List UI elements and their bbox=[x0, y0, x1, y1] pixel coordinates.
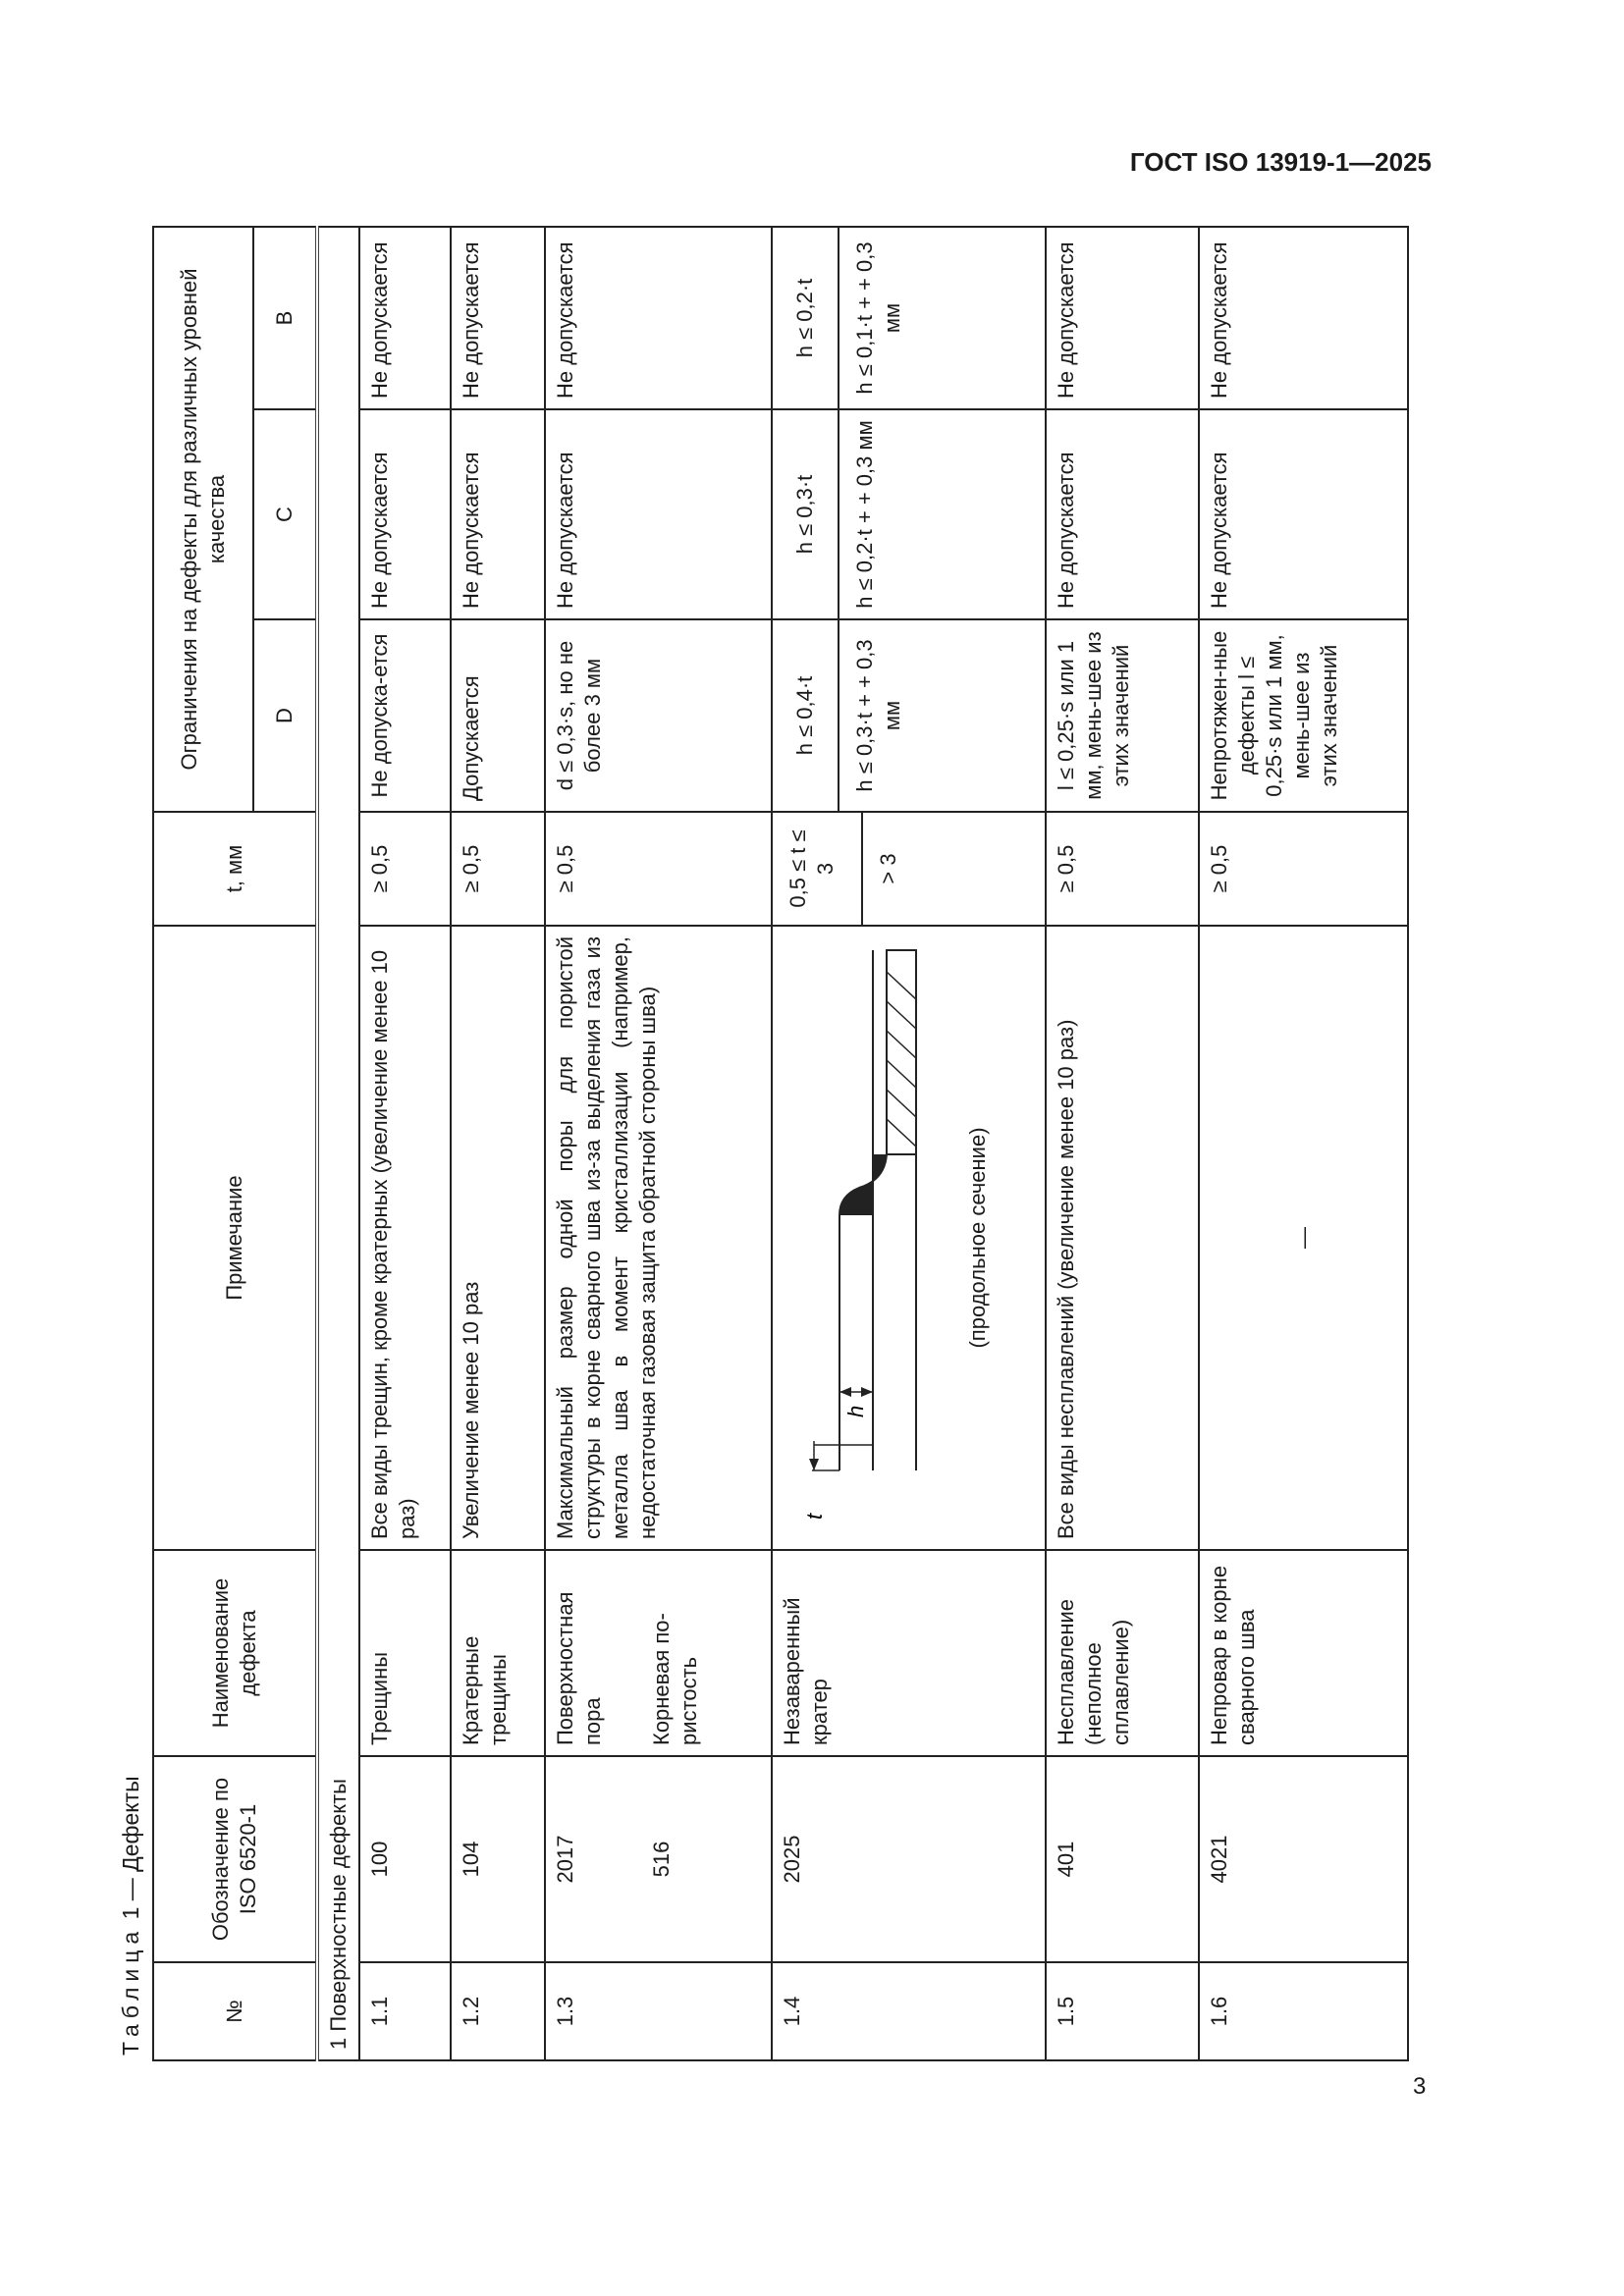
row-level-d-upper: h ≤ 0,4·t bbox=[773, 620, 839, 811]
crater-section-figure bbox=[779, 940, 944, 1539]
section-row bbox=[317, 227, 359, 2060]
row-level-b-split bbox=[772, 227, 1046, 409]
dim-h-arrow-bottom bbox=[861, 1387, 873, 1397]
row-level-c: Не допускается bbox=[1046, 409, 1199, 619]
figure-label-t: t bbox=[802, 1513, 827, 1520]
table-row bbox=[359, 227, 451, 2060]
figure-label-h: h bbox=[843, 1405, 868, 1417]
row-level-b: Не допускается bbox=[1199, 227, 1408, 409]
col-header-remark: Примечание bbox=[153, 926, 317, 1550]
row-no: 1.4 bbox=[772, 1962, 1046, 2060]
row-no: 1.5 bbox=[1046, 1962, 1199, 2060]
figure-caption: (продольное сечение) bbox=[965, 1127, 990, 1349]
caption-text: — Дефекты bbox=[118, 1776, 143, 1901]
row-code-secondary: 516 bbox=[649, 1841, 674, 1878]
row-remark: Все виды трещин, кроме кратерных (увеличение менее 10 раз) bbox=[359, 926, 451, 1550]
row-level-c: Не допускается bbox=[1199, 409, 1408, 619]
row-level-d: d ≤ 0,3·s, но не более 3 мм bbox=[545, 619, 772, 812]
row-remark-figure bbox=[772, 926, 1046, 1550]
table-row bbox=[1046, 227, 1199, 2060]
col-header-c: C bbox=[253, 409, 317, 619]
row-t-lower: > 3 bbox=[876, 853, 900, 884]
row-level-b: Не допускается bbox=[1046, 227, 1199, 409]
row-t-split bbox=[772, 812, 1046, 926]
row-level-c-split bbox=[772, 409, 1046, 619]
row-level-c: Не допускается bbox=[359, 409, 451, 619]
row-t: ≥ 0,5 bbox=[1046, 812, 1199, 926]
row-no: 1.1 bbox=[359, 1962, 451, 2060]
caption-number: 1 bbox=[118, 1906, 143, 1920]
row-code: 4021 bbox=[1199, 1756, 1408, 1962]
dim-h-arrow-top bbox=[839, 1387, 851, 1397]
row-level-d: l ≤ 0,25·s или 1 мм, мень-шее из этих значений bbox=[1046, 619, 1199, 812]
dim-t-arrow bbox=[809, 1459, 819, 1470]
col-header-designation: Обозначение по ISO 6520-1 bbox=[153, 1756, 317, 1962]
section-title: 1 Поверхностные дефекты bbox=[317, 227, 359, 2060]
row-level-c: Не допускается bbox=[545, 409, 772, 619]
table-row bbox=[451, 227, 545, 2060]
col-header-t: t, мм bbox=[153, 812, 317, 926]
row-level-d-lower: h ≤ 0,3·t + + 0,3 мм bbox=[852, 639, 904, 792]
row-t: ≥ 0,5 bbox=[359, 812, 451, 926]
row-level-b: Не допускается bbox=[451, 227, 545, 409]
row-code-primary: 2017 bbox=[553, 1835, 577, 1884]
row-remark: — bbox=[1199, 926, 1408, 1550]
row-name: Непровар в корне сварного шва bbox=[1199, 1550, 1408, 1756]
row-no: 1.2 bbox=[451, 1962, 545, 2060]
table-row bbox=[772, 227, 1046, 2060]
page-number: 3 bbox=[1413, 2073, 1427, 2100]
col-header-no: № bbox=[153, 1962, 317, 2060]
row-name: Кратерные трещины bbox=[451, 1550, 545, 1756]
row-name: Несплавление (неполное сплавление) bbox=[1046, 1550, 1199, 1756]
row-code: 104 bbox=[451, 1756, 545, 1962]
col-header-limits: Ограничения на дефекты для различных уровней качества bbox=[153, 227, 253, 812]
row-t: ≥ 0,5 bbox=[451, 812, 545, 926]
row-t-upper: 0,5 ≤ t ≤ 3 bbox=[773, 813, 863, 925]
row-code bbox=[545, 1756, 772, 1962]
row-level-c: Не допускается bbox=[451, 409, 545, 619]
row-name: Трещины bbox=[359, 1550, 451, 1756]
figure-crater-fill bbox=[839, 1154, 887, 1215]
row-no: 1.3 bbox=[545, 1962, 772, 2060]
row-t: ≥ 0,5 bbox=[1199, 812, 1408, 926]
figure-crater-contour bbox=[839, 950, 887, 1215]
row-level-d: Не допуска-ется bbox=[359, 619, 451, 812]
row-level-b-upper: h ≤ 0,2·t bbox=[773, 228, 839, 408]
table-row bbox=[545, 227, 772, 2060]
table-row bbox=[1199, 227, 1408, 2060]
row-name: Незаваренный кратер bbox=[772, 1550, 1046, 1756]
row-level-d-split bbox=[772, 619, 1046, 812]
row-level-b: Не допускается bbox=[359, 227, 451, 409]
col-header-b: B bbox=[253, 227, 317, 409]
row-name bbox=[545, 1550, 772, 1756]
row-name-secondary: Корневая по-ристость bbox=[649, 1613, 701, 1745]
row-t: ≥ 0,5 bbox=[545, 812, 772, 926]
row-code: 401 bbox=[1046, 1756, 1199, 1962]
row-no: 1.6 bbox=[1199, 1962, 1408, 2060]
row-level-b: Не допускается bbox=[545, 227, 772, 409]
table-caption bbox=[111, 1776, 150, 2056]
col-header-name: Наименование дефекта bbox=[153, 1550, 317, 1756]
rotated-table-block bbox=[111, 226, 1424, 2061]
row-code: 2025 bbox=[772, 1756, 1046, 1962]
row-level-c-lower: h ≤ 0,2·t + + 0,3 мм bbox=[852, 420, 877, 609]
row-remark: Увеличение менее 10 раз bbox=[451, 926, 545, 1550]
document-header: ГОСТ ISO 13919-1—2025 bbox=[1129, 147, 1432, 177]
caption-label: Таблица bbox=[118, 1925, 143, 2056]
row-name-primary: Поверхностная пора bbox=[553, 1591, 605, 1745]
defects-table bbox=[152, 226, 1409, 2061]
row-remark: Максимальный размер одной поры для пористой структуры в корне сварного шва из-за выделения газа из металла шва в момент кристаллизации (например, недостаточная газовая защита обратной стороны шва) bbox=[545, 926, 772, 1550]
row-level-d: Непротяжен-ные дефекты l ≤ 0,25·s или 1 мм, мень-шее из этих значений bbox=[1199, 619, 1408, 812]
row-level-b-lower: h ≤ 0,1·t + + 0,3 мм bbox=[852, 241, 904, 395]
row-remark: Все виды несплавлений (увеличение менее 10 раз) bbox=[1046, 926, 1199, 1550]
row-level-d: Допускается bbox=[451, 619, 545, 812]
row-code: 100 bbox=[359, 1756, 451, 1962]
header-row bbox=[153, 227, 253, 2060]
col-header-d: D bbox=[253, 619, 317, 812]
row-level-c-upper: h ≤ 0,3·t bbox=[773, 410, 839, 618]
